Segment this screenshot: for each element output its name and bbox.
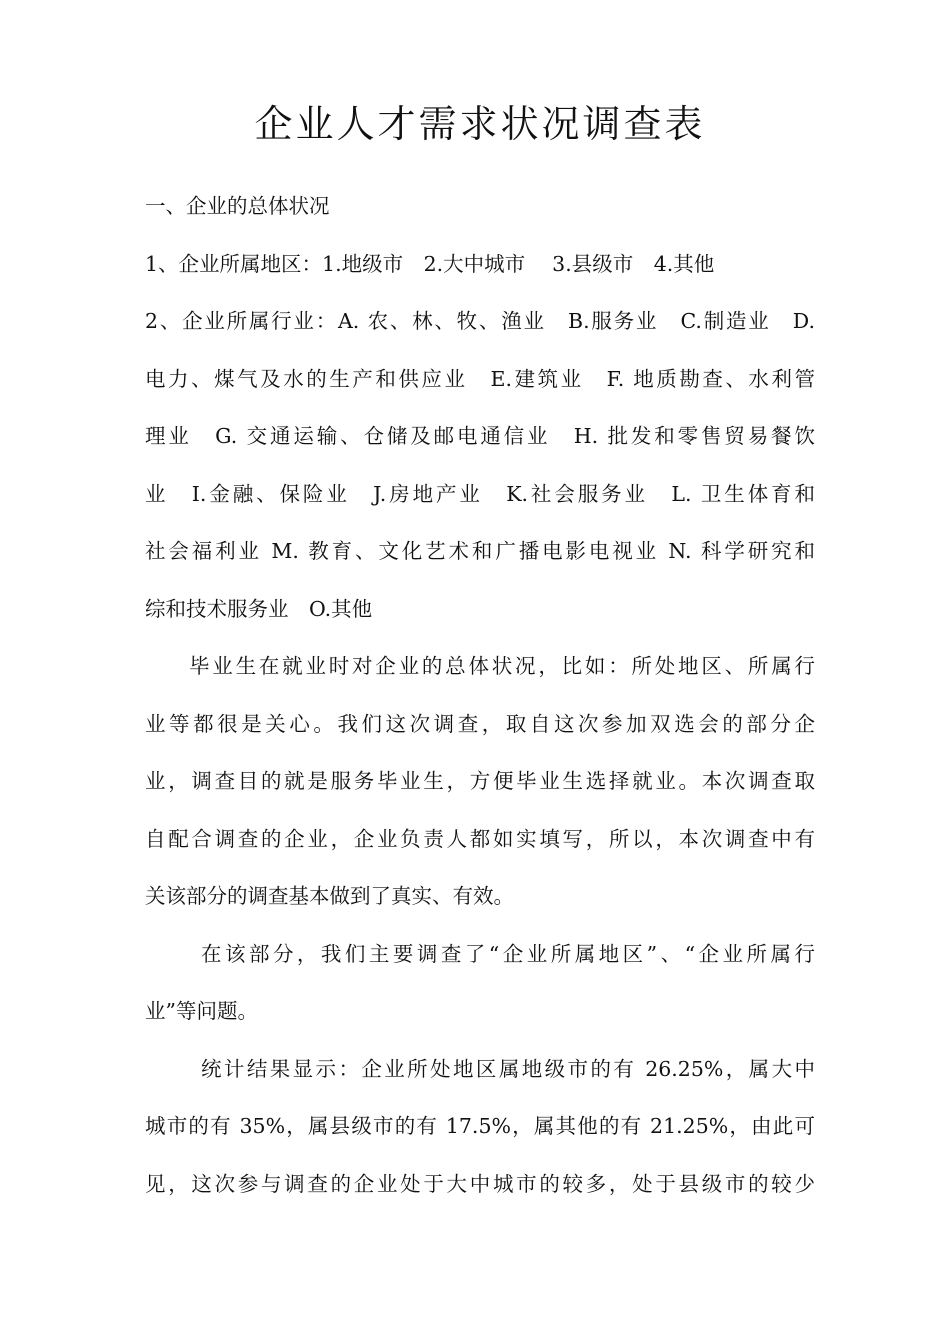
text-line: 业等都很是关心。我们这次调查，取自这次参加双选会的部分企 xyxy=(145,711,815,736)
text-line: 2、企业所属行业：A. 农、林、牧、渔业 B.服务业 C.制造业 D. xyxy=(145,309,815,333)
text-line: 一、企业的总体状况 xyxy=(145,194,330,218)
text-line: 关该部分的调查基本做到了真实、有效。 xyxy=(145,884,514,908)
text-line: 在该部分，我们主要调查了“企业所属地区”、“企业所属行 xyxy=(201,941,815,966)
text-line: 综和技术服务业 O.其他 xyxy=(145,596,373,621)
document-title: 企业人才需求状况调查表 xyxy=(254,102,706,146)
text-line: 1、企业所属地区：1.地级市 2.大中城市 3.县级市 4.其他 xyxy=(145,251,715,276)
text-line: 见，这次参与调查的企业处于大中城市的较多，处于县级市的较少 xyxy=(145,1171,815,1196)
text-line: 社会福利业 M. 教育、文化艺术和广播电影电视业 N. 科学研究和 xyxy=(145,539,815,563)
text-line: 理业 G. 交通运输、仓储及邮电通信业 H. 批发和零售贸易餐饮 xyxy=(145,424,815,448)
text-line: 业”等问题。 xyxy=(145,999,258,1023)
document-body xyxy=(145,178,815,1213)
text-line: 自配合调查的企业，企业负责人都如实填写，所以，本次调查中有 xyxy=(145,826,815,851)
text-line: 毕业生在就业时对企业的总体状况，比如：所处地区、所属行 xyxy=(189,654,815,678)
text-line: 城市的有 35%，属县级市的有 17.5%，属其他的有 21.25%，由此可 xyxy=(145,1114,815,1138)
text-line: 业 I.金融、保险业 J.房地产业 K.社会服务业 L. 卫生体育和 xyxy=(145,481,815,506)
text-line: 统计结果显示：企业所处地区属地级市的有 26.25%，属大中 xyxy=(201,1056,815,1081)
text-line: 电力、煤气及水的生产和供应业 E.建筑业 F. 地质勘查、水利管 xyxy=(145,366,815,391)
text-line: 业，调查目的就是服务毕业生，方便毕业生选择就业。本次调查取 xyxy=(145,769,815,793)
